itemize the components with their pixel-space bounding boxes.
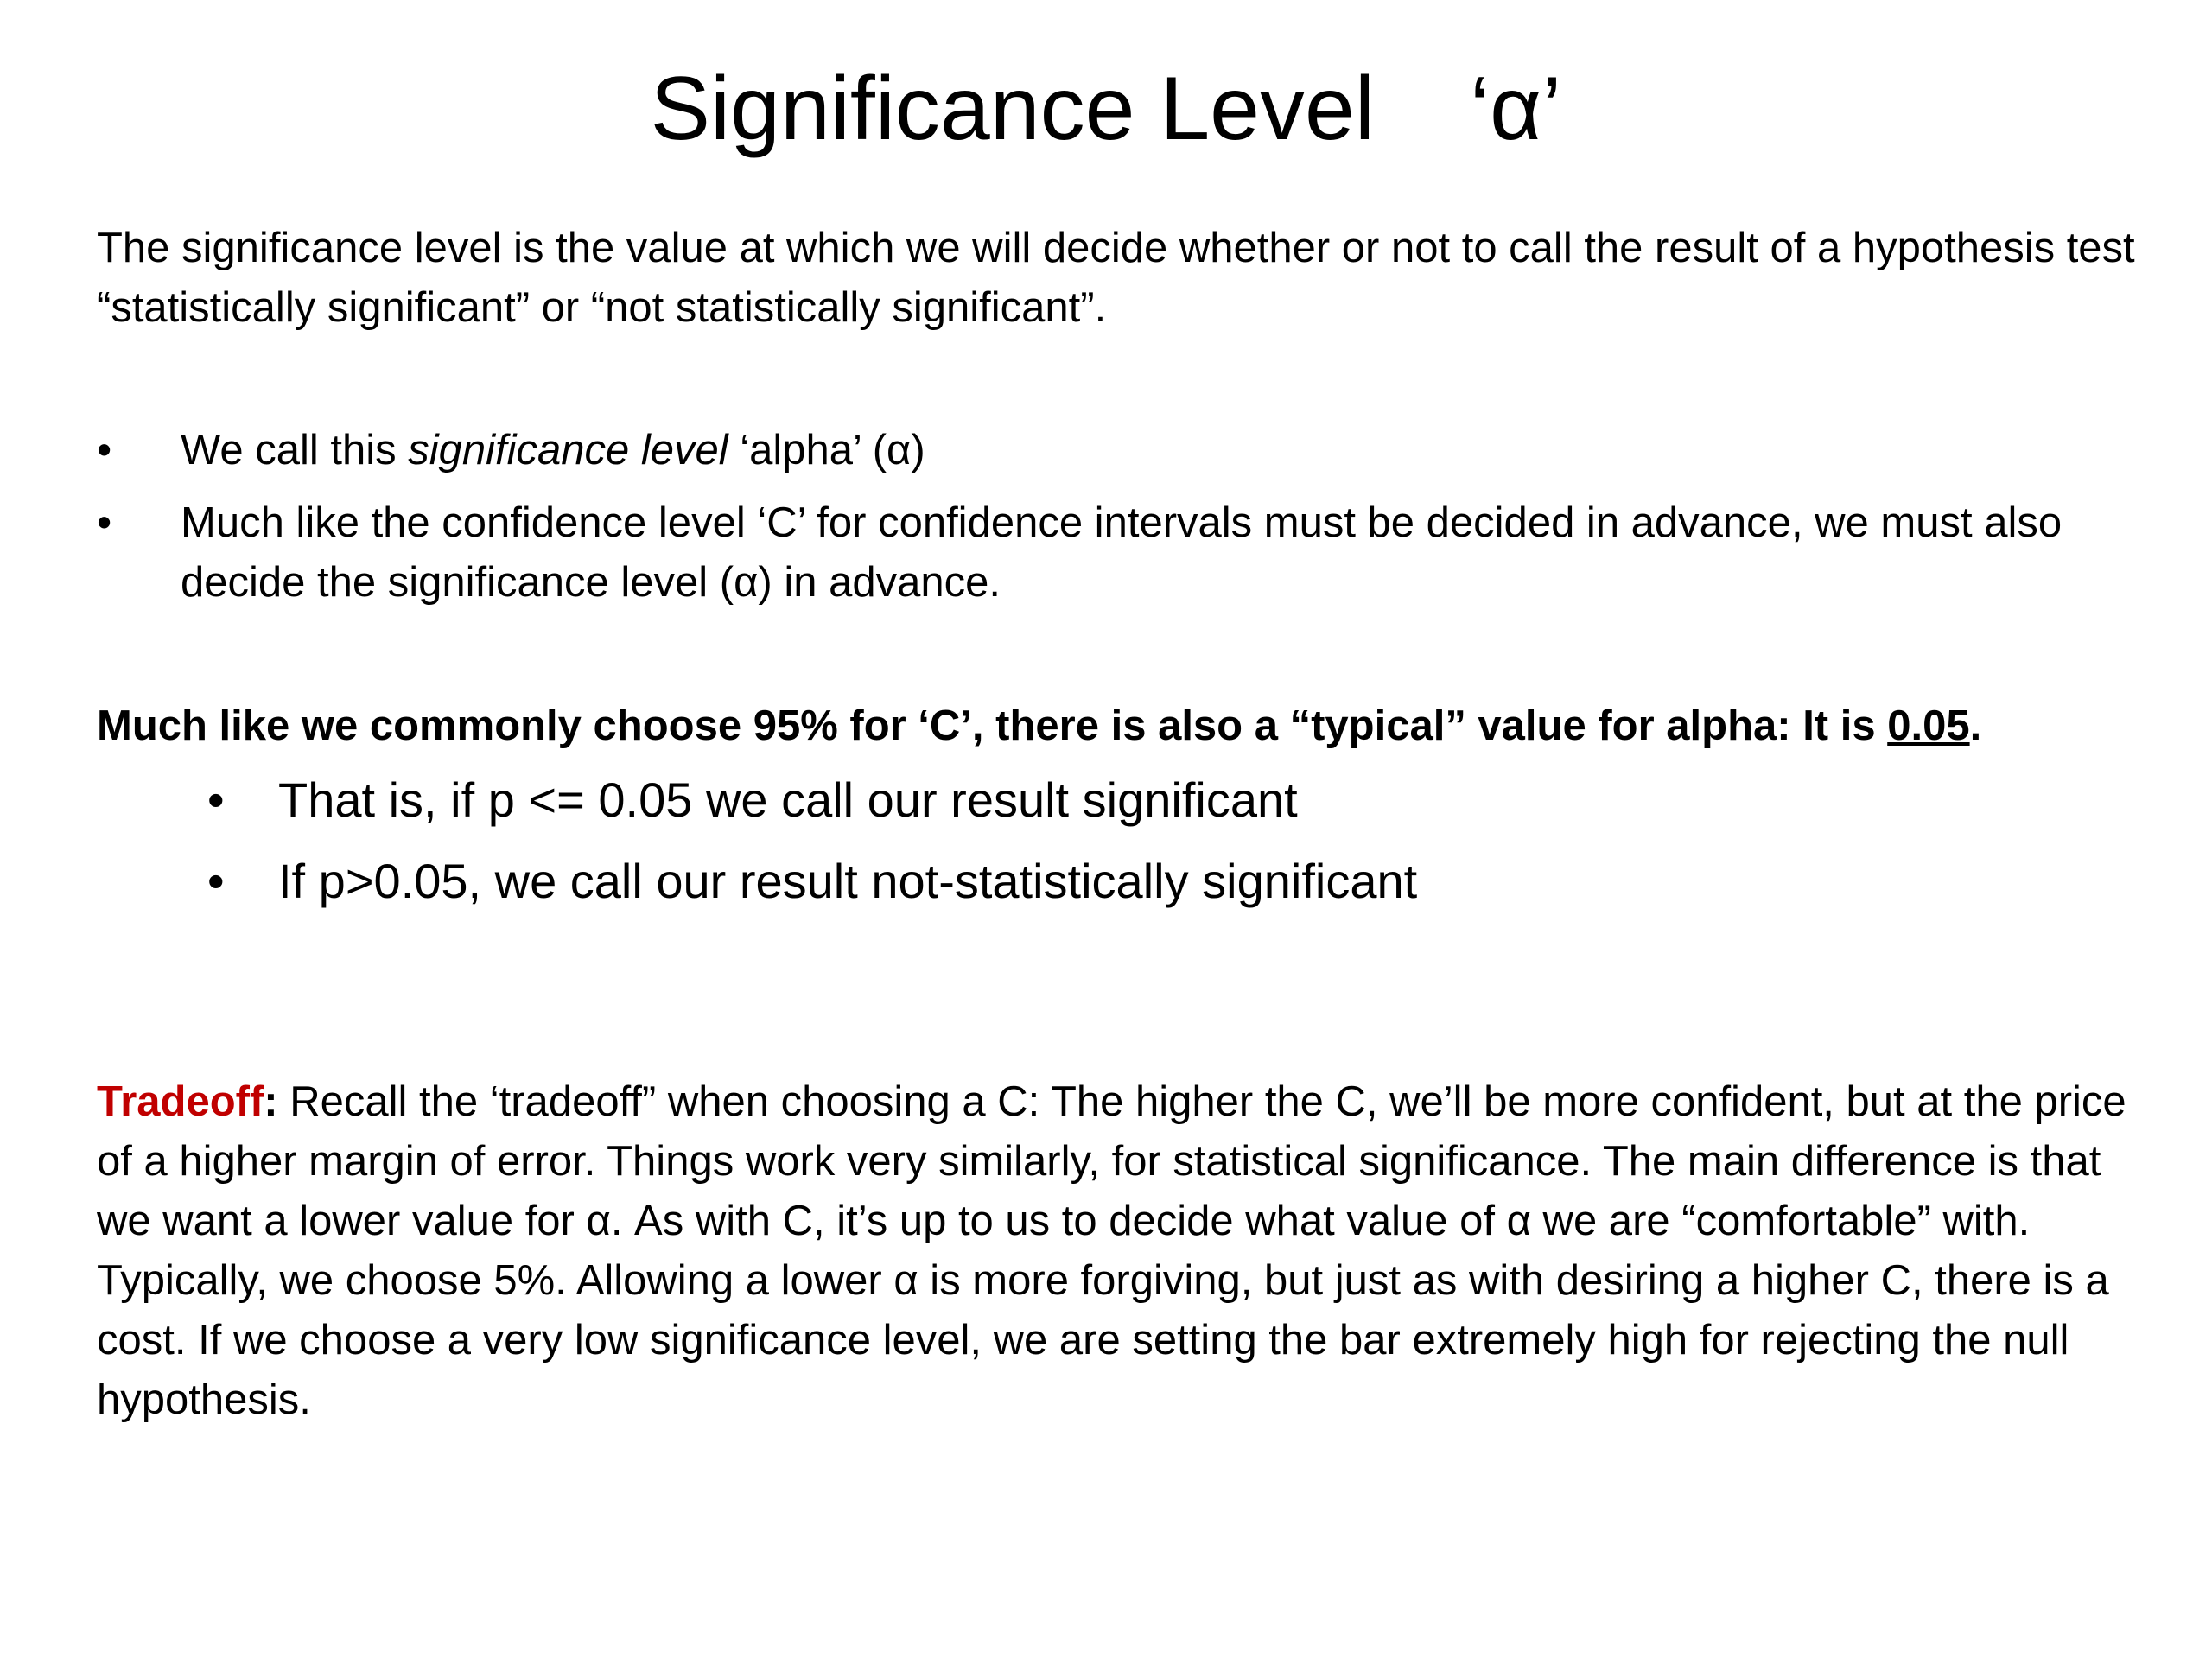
typical-alpha-statement bbox=[97, 696, 2153, 756]
tradeoff-label: Tradeoff bbox=[97, 1078, 264, 1125]
bullet-marker: • bbox=[207, 854, 225, 908]
title-alpha-symbol: ‘α’ bbox=[1469, 59, 1562, 159]
sub-bullet-text: If p>0.05, we call our result not-statistically significant bbox=[278, 854, 1418, 908]
bullet-marker: • bbox=[207, 772, 225, 827]
bullet-text-start: We call this bbox=[181, 427, 409, 474]
bullet-marker: • bbox=[97, 427, 112, 474]
typical-statement-tail: . bbox=[1969, 702, 1982, 749]
bullet-text-end: ‘alpha’ (α) bbox=[728, 427, 925, 474]
slide-title bbox=[0, 54, 2212, 164]
intro-paragraph: The significance level is the value at which we will decide whether or not to call the result of a hypothesis test “statistically significant” or “not statistically significant”. bbox=[97, 225, 2135, 331]
bullet-marker: • bbox=[97, 499, 112, 546]
tradeoff-text: Recall the ‘tradeoff” when choosing a C: The higher the C, we’ll be more confident, but at the price of a higher margin of error. Things work very similarly, for statistical significance. The main difference is that we want a lower value for α. As with C, it’s up to us to decide what value of α we are “comfortable” with. Typically, we choose 5%. Allowing a lower α is more forgiving, but just as with desiring a higher C, there is a cost. If we choose a very low significance level, we are setting the bar extremely high for rejecting the null hypothesis. bbox=[97, 1078, 2126, 1423]
tradeoff-colon: : bbox=[264, 1078, 278, 1125]
typical-statement-lead: Much like we commonly choose 95% for ‘C’, there is also a “typical” value for alpha: It is bbox=[97, 702, 1888, 749]
bullet-text-italic: significance level bbox=[408, 427, 728, 474]
bullet-text bbox=[181, 421, 2153, 480]
tradeoff-paragraph bbox=[97, 1072, 2153, 1430]
bullet-text: Much like the confidence level ‘C’ for confidence intervals must be decided in advance, we must also decide the significance level (α) in advance. bbox=[181, 499, 2063, 606]
sub-bullet-text: That is, if p <= 0.05 we call our result significant bbox=[278, 772, 1298, 827]
typical-alpha-value: 0.05 bbox=[1887, 702, 1970, 749]
title-text: Significance Level bbox=[650, 59, 1375, 159]
